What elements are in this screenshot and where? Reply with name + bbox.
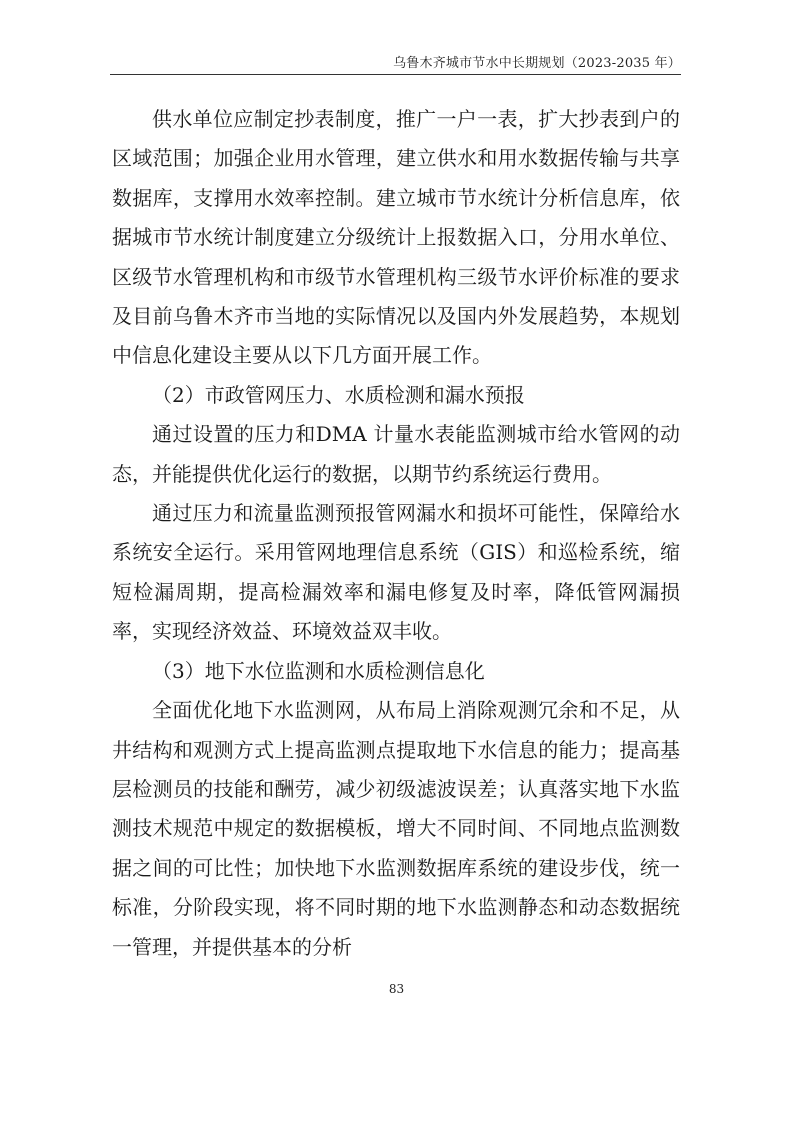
paragraph-leak-detection: 通过压力和流量监测预报管网漏水和损坏可能性，保障给水系统安全运行。采用管网地理信息系统（GIS）和巡检系统，缩短检漏周期，提高检漏效率和漏电修复及时率，降低管网漏损率，实现经济效益、环境效益双丰收。 (112, 501, 680, 644)
paragraph-groundwater-monitoring: 全面优化地下水监测网，从布局上消除观测冗余和不足，从井结构和观测方式上提高监测点提取地下水信息的能力；提高基层检测员的技能和酬劳，减少初级滤波误差；认真落实地下水监测技术规范中规定的数据模板，增大不同时间、不同地点监测数据之间的可比性；加快地下水监测数据库系统的建设步伐，统一标准，分阶段实现，将不同时期的地下水监测静态和动态数据统一管理，并提供基本的分析 (112, 698, 680, 959)
page-number: 83 (388, 982, 405, 996)
body-text (112, 100, 680, 967)
section-heading-pipe-network: （2）市政管网压力、水质检测和漏水预报 (152, 382, 525, 407)
section-heading-groundwater: （3）地下水位监测和水质检测信息化 (152, 658, 485, 683)
paragraph-dma-metering: 通过设置的压力和DMA 计量水表能监测城市给水管网的动态，并能提供优化运行的数据，以期节约系统运行费用。 (112, 422, 680, 486)
running-header: 乌鲁木齐城市节水中长期规划（2023-2035 年） (393, 56, 681, 71)
header-rule (110, 74, 681, 75)
paragraph-water-metering: 供水单位应制定抄表制度，推广一户一表，扩大抄表到户的区域范围；加强企业用水管理，建立供水和用水数据传输与共享数据库，支撑用水效率控制。建立城市节水统计分析信息库，依据城市节水统计制度建立分级统计上报数据入口，分用水单位、区级节水管理机构和市级节水管理机构三级节水评价标准的要求及目前乌鲁木齐市当地的实际情况以及国内外发展趋势，本规划中信息化建设主要从以下几方面开展工作。 (112, 107, 680, 368)
